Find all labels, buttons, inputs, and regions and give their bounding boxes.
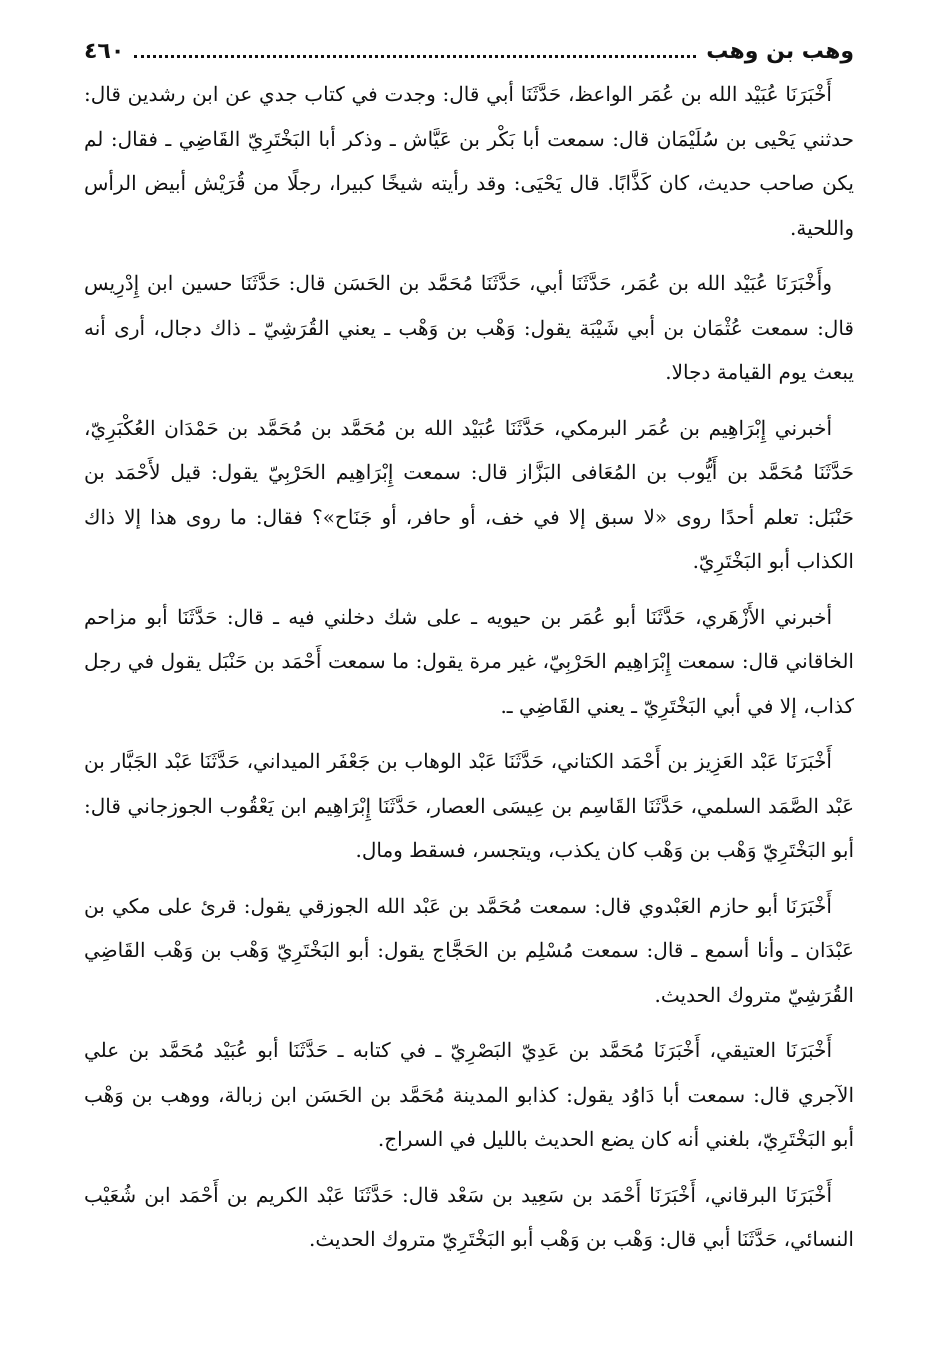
paragraph-1: أَخْبَرَنَا عُبَيْد الله بن عُمَر الواعظ، حَدَّثَنَا أبي قال: وجدت في كتاب جدي عن ابن رشدين قال: حدثني يَحْيى بن سُلَيْمَان قال: سمعت أبا بَكْر بن عَيَّاش ـ وذكر أبا البَخْتَرِيّ القَاضِي ـ فقال: لم يكن صاحب حديث، كان كَذَّابًا. قال يَحْيَى: وقد رأيته شيخًا كبيرا، رجلًا من قُرَيْش أبيض الرأس واللحية. xyxy=(84,82,855,240)
paragraph-7: أَخْبَرَنَا العتيقي، أَخْبَرَنَا مُحَمَّد بن عَدِيّ البَصْرِيّ ـ في كتابه ـ حَدَّثَنَا أبو عُبَيْد مُحَمَّد بن علي الآجري قال: سمعت أبا دَاوُد يقول: كذابو المدينة مُحَمَّد بن الحَسَن ابن زبالة، ووهب بن وَهْب أبو البَخْتَرِيّ، بلغني أنه كان يضع الحديث بالليل في السراج. xyxy=(84,1038,854,1151)
paragraph-2: وأَخْبَرَنَا عُبَيْد الله بن عُمَر، حَدَّثَنَا أبي، حَدَّثَنَا مُحَمَّد بن الحَسَن قال: حَدَّثَنَا حسين ابن إِدْرِيس قال: سمعت عُثْمَان بن أبي شَيْبَة يقول: وَهْب بن وَهْب ـ يعني القُرَشِيّ ـ ذاك دجال، أرى أنه يبعث يوم القيامة دجالا. xyxy=(84,271,854,384)
header-title: وهب بن وهب xyxy=(706,39,854,64)
paragraph-4: أخبرني الأَزْهَري، حَدَّثَنَا أبو عُمَر بن حيويه ـ على شك دخلني فيه ـ قال: حَدَّثَنَا أبو مزاحم الخاقاني قال: سمعت إِبْرَاهِيم الحَرْبِيّ، غير مرة يقول: ما سمعت أَحْمَد بن حَنْبَل يقول في رجل كذاب، إلا في أبي البَخْتَرِيّ ـ يعني القَاضِي ـ. xyxy=(84,604,854,718)
running-header xyxy=(84,30,854,64)
paragraph-3: أخبرني إِبْرَاهِيم بن عُمَر البرمكي، حَدَّثَنَا عُبَيْد الله بن مُحَمَّد بن مُحَمَّد بن حَمْدَان العُكْبَرِيّ، حَدَّثَنَا مُحَمَّد بن أَيُّوب بن المُعَافى البَزَّاز قال: سمعت إِبْرَاهِيم الحَرْبِيّ يقول: قيل لأَحْمَد بن حَنْبَل: تعلم أحدًا روى «لا سبق إلا في خف، أو حافر، أو جَنَاح»؟ فقال: ما روى هذا إلا ذاك الكذاب أبو البَخْتَرِيّ. xyxy=(84,415,854,573)
paragraph-8: أَخْبَرَنَا البرقاني، أَخْبَرَنَا أَحْمَد بن سَعِيد بن سَعْد قال: حَدَّثَنَا عَبْد الكريم بن أَحْمَد ابن شُعَيْب النسائي، حَدَّثَنَا أبي قال: وَهْب بن وَهْب أبو البَخْتَرِيّ متروك الحديث. xyxy=(84,1182,854,1251)
header-dotted-leader xyxy=(134,54,696,58)
page-body xyxy=(84,72,854,1273)
page-number: ٤٦٠ xyxy=(84,39,125,64)
paragraph-5: أَخْبَرَنَا عَبْد العَزِيز بن أَحْمَد الكتاني، حَدَّثَنَا عَبْد الوهاب بن جَعْفَر الميداني، حَدَّثَنَا عَبْد الجَبَّار بن عَبْد الصَّمَد السلمي، حَدَّثَنَا القَاسِم بن عِيسَى العصار، حَدَّثَنَا إِبْرَاهِيم ابن يَعْقُوب الجوزجاني قال: أبو البَخْتَرِيّ وَهْب بن وَهْب كان يكذب، ويتجسر، فسقط ومال. xyxy=(84,749,854,862)
paragraph-6: أَخْبَرَنَا أبو حازم العَبْدوي قال: سمعت مُحَمَّد بن عَبْد الله الجوزقي يقول: قرئ على مكي بن عَبْدَان ـ وأنا أسمع ـ قال: سمعت مُسْلِم بن الحَجَّاج يقول: أبو البَخْتَرِيّ وَهْب بن وَهْب القَاضِي القُرَشِيّ متروك الحديث. xyxy=(84,893,854,1007)
